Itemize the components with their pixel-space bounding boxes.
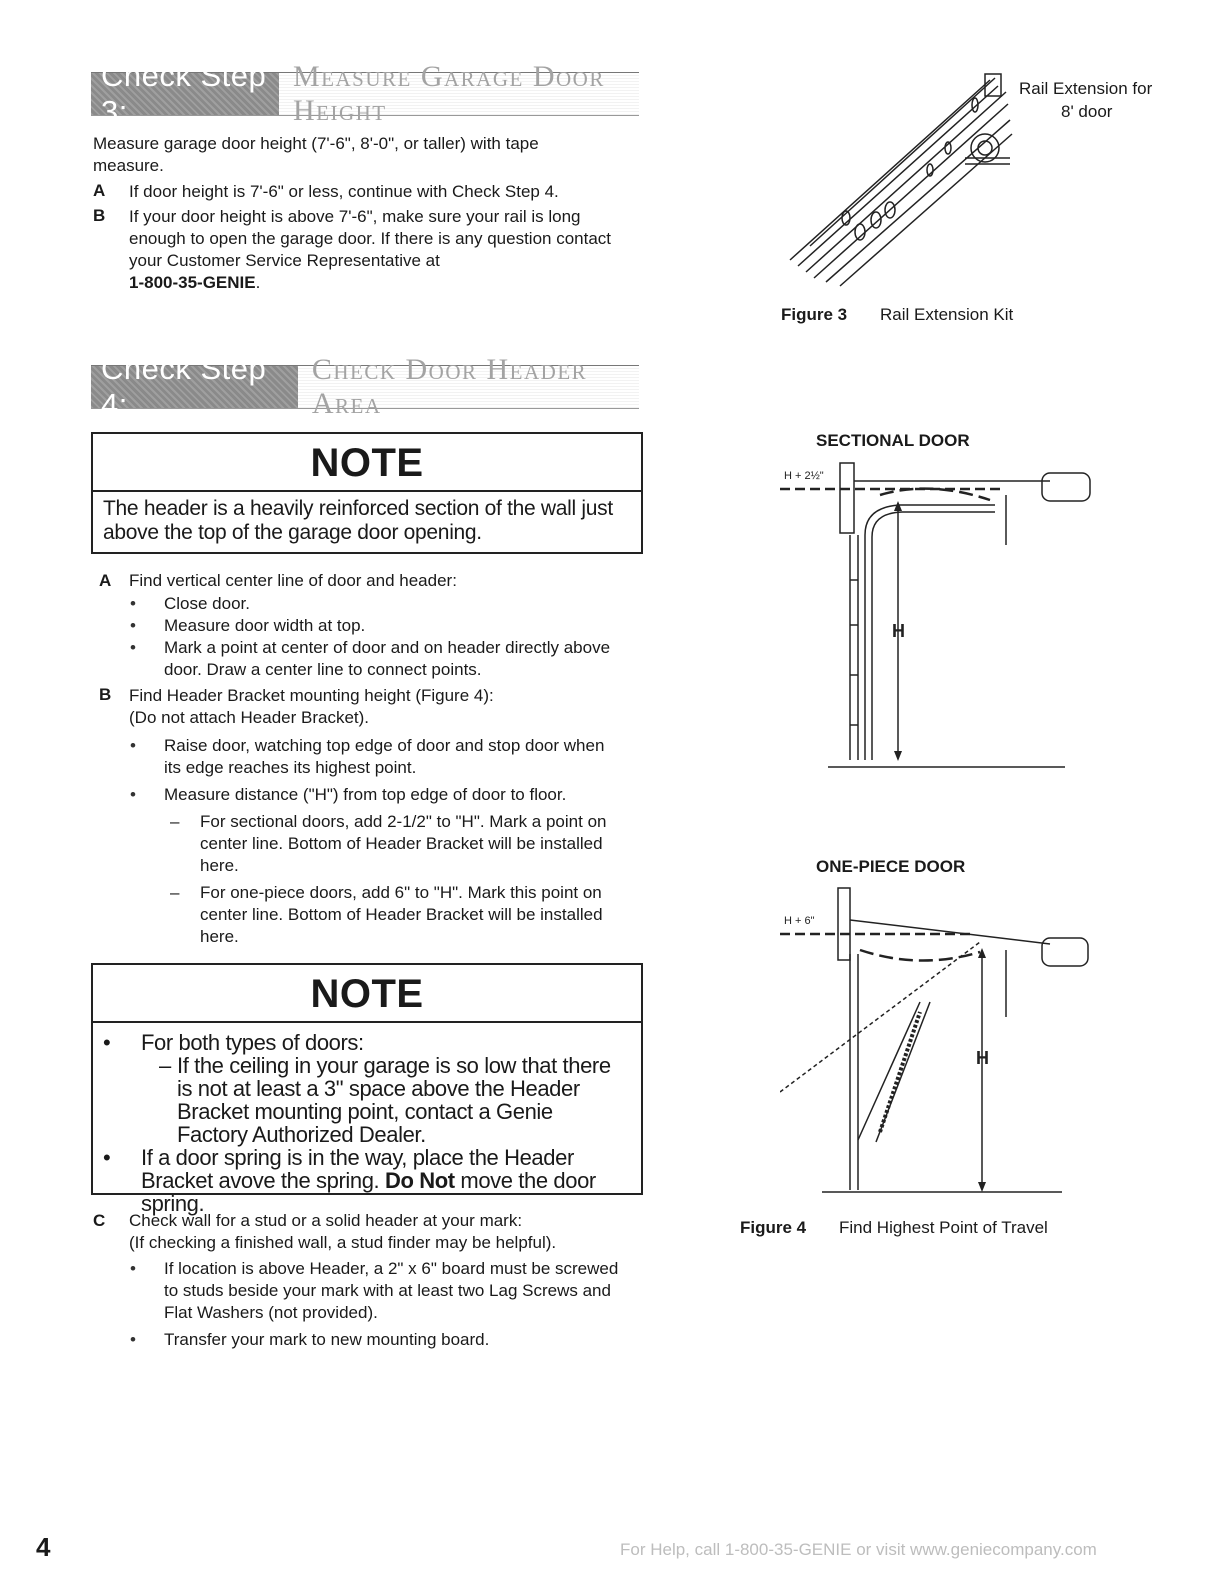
step4-b-dash1-text: For sectional doors, add 2-1/2" to "H". Mark a point on center line. Bottom of Header Bracket will be installed here. (200, 812, 607, 875)
onepiece-dim-label: H + 6" (784, 915, 815, 927)
step3-title: Measure Garage Door Height (292, 60, 605, 127)
figure4-label: Figure 4 (740, 1218, 807, 1237)
sectional-h-label: H (892, 621, 905, 641)
step4-b-dash-1 (170, 811, 640, 877)
step4-a-letter: A (99, 571, 112, 590)
rail-extension-illustration (780, 60, 1020, 290)
dash-marker: – (170, 812, 180, 831)
step4-b-letter: B (99, 685, 112, 704)
note2-bullet2-bold: Do Not (384, 1168, 455, 1193)
step3-intro: Measure garage door height (7'-6", 8'-0", or taller) with tape measure. (93, 134, 539, 175)
page-number: 4 (36, 1532, 51, 1562)
step3-a-letter: A (93, 181, 106, 200)
footer-help-text: For Help, call 1-800-35-GENIE or visit www.geniecompany.com (620, 1540, 1097, 1559)
step3-phone: 1-800-35-GENIE (129, 273, 256, 292)
step4-c-bullet-2: • Transfer your mark to new mounting board. (164, 1329, 489, 1351)
figure3-caption: Rail Extension Kit (880, 305, 1014, 324)
step4-b-bullet-2: • Measure distance ("H") from top edge of door to floor. (164, 784, 566, 806)
step4-b-dash-2 (170, 882, 640, 948)
step4-badge: Check Step 4: (91, 366, 298, 408)
note2-bullet-marker-2: • (103, 1145, 111, 1170)
step4-b-text1: Find Header Bracket mounting height (Figure 4): (129, 686, 494, 705)
dash-marker: – (170, 883, 180, 902)
step4-b-bullet-1: • Raise door, watching top edge of door and stop door when its edge reaches its highest point. (164, 735, 614, 779)
step4-title: Check Door Header Area (311, 353, 588, 420)
sectional-dim-label: H + 2½" (784, 470, 824, 482)
note-box-header (91, 432, 643, 554)
step4-a-text: Find vertical center line of door and header: (129, 571, 457, 590)
note-heading: NOTE (93, 434, 641, 492)
note2-dash-marker: – (159, 1053, 171, 1078)
step4-a-bullet-1: • Close door. (164, 593, 250, 615)
figure3-callout-line1: Rail Extension for (1019, 79, 1153, 98)
step3-header-bar (91, 58, 639, 129)
step4-header-bar (91, 351, 639, 422)
note2-bullet2 (141, 1146, 631, 1215)
note2-heading: NOTE (93, 965, 641, 1023)
step4-a-bullet-2: • Measure door width at top. (164, 615, 365, 637)
step4-c-text1: Check wall for a stud or a solid header at your mark: (129, 1211, 523, 1230)
figure4-caption: Find Highest Point of Travel (839, 1218, 1048, 1237)
one-piece-door-diagram (780, 882, 1100, 1202)
one-piece-door-title: ONE-PIECE DOOR (816, 857, 966, 876)
step4-c-letter: C (93, 1211, 106, 1230)
step4-a-bullet-3: • Mark a point at center of door and on header directly above door. Draw a center line to connect points. (164, 637, 624, 681)
note2-bullet1: For both types of doors: (141, 1030, 364, 1055)
step4-b-dash2-text: For one-piece doors, add 6" to "H". Mark this point on center line. Bottom of Header Bracket will be installed here. (200, 883, 603, 946)
note2-bullet2-post: move the door spring. (141, 1168, 596, 1216)
step4-c-bullet-1: • If location is above Header, a 2" x 6" board must be screwed to studs beside your mark with at least two Lag Screws and Flat Washers (not provided). (164, 1258, 634, 1324)
step3-b-letter: B (93, 206, 106, 225)
note2-bullet2-pre: If a door spring is in the way, place the Header Bracket avove the spring. (141, 1145, 574, 1193)
figure3-callout-line2: 8' door (1061, 102, 1113, 121)
note2-bullet-marker-1: • (103, 1030, 111, 1055)
note-box-clearance (91, 963, 643, 1216)
step3-phone-suffix: . (255, 273, 261, 292)
note2-dash: If the ceiling in your garage is so low that there is not at least a 3" space above the Header Bracket mounting point, contact a Genie Factory Authorized Dealer. (177, 1053, 611, 1147)
onepiece-h-label: H (976, 1048, 989, 1068)
note-text: The header is a heavily reinforced section of the wall just above the top of the garage door opening. (103, 497, 613, 544)
step4-b-text2: (Do not attach Header Bracket). (129, 708, 370, 727)
step3-a-text: If door height is 7'-6" or less, continue with Check Step 4. (129, 182, 559, 201)
step3-b-text: If your door height is above 7'-6", make sure your rail is long enough to open the garage door. If there is any question contact your Customer Service Representative at (129, 207, 612, 270)
sectional-door-diagram (780, 455, 1100, 775)
step3-badge: Check Step 3: (91, 73, 279, 115)
step3-phone-line (129, 272, 260, 294)
sectional-door-title: SECTIONAL DOOR (816, 431, 970, 450)
step4-c-text2: (If checking a finished wall, a stud finder may be helpful). (129, 1233, 557, 1252)
figure3-label: Figure 3 (781, 305, 848, 324)
